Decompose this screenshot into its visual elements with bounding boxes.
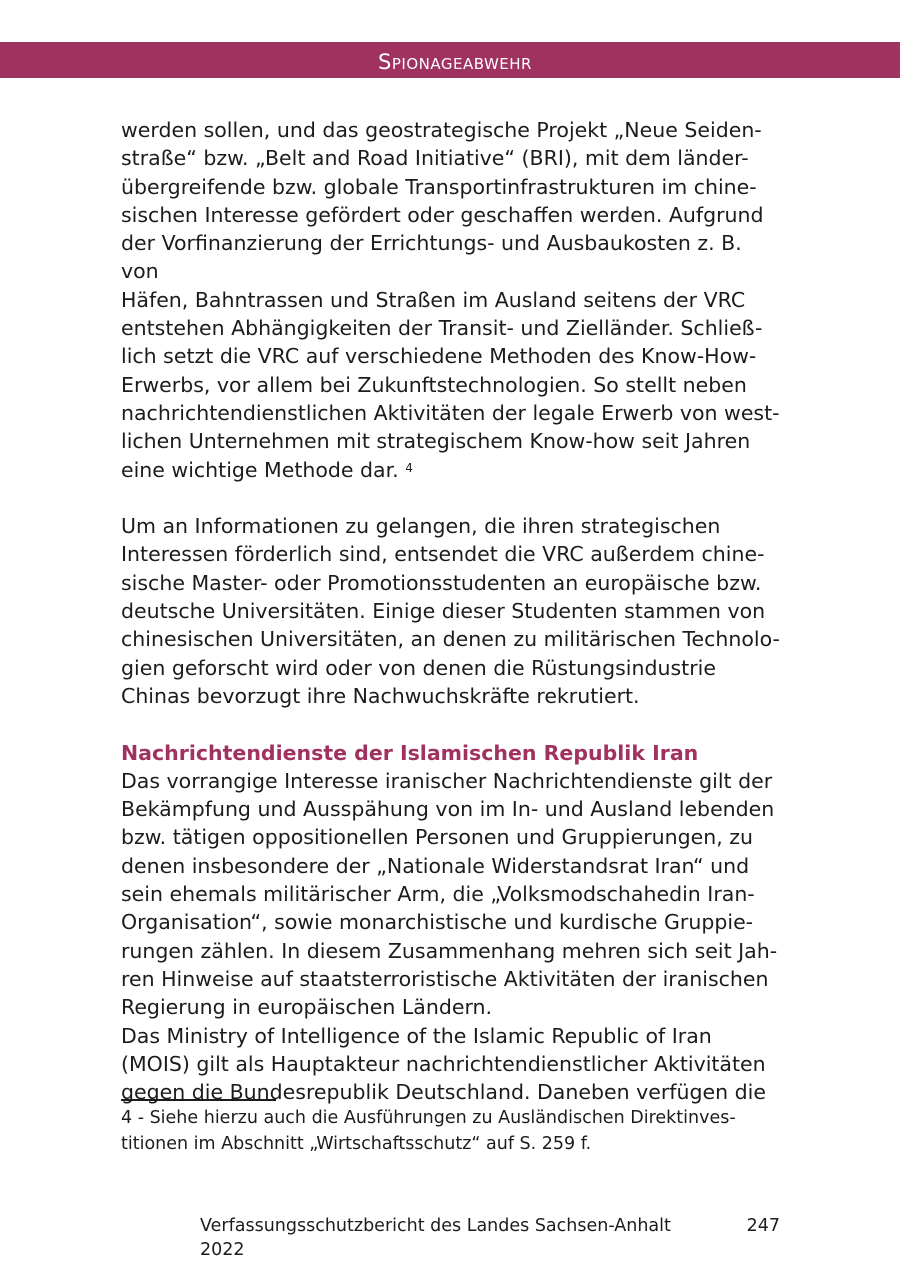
main-content bbox=[121, 116, 781, 1106]
footnote: 4 - Siehe hierzu auch die Ausführungen zu Ausländischen Direktinves- titionen im Abschnitt „Wirtschaftsschutz“ auf S. 259 f. bbox=[121, 1108, 736, 1154]
section-header-bar bbox=[0, 42, 900, 78]
body-paragraph bbox=[121, 116, 781, 484]
section-title: Spionageabwehr bbox=[378, 50, 532, 74]
page-number: 247 bbox=[746, 1216, 780, 1236]
body-paragraph: Um an Informationen zu gelangen, die ihren strategischen Interessen förderlich sind, entsendet die VRC außerdem chine- sische Master- oder Promotionsstudenten an europäische bzw. deutsche Universitäten. Einige dieser Studenten stammen von chinesischen Universitäten, an denen zu militärischen Technolo- gien geforscht wird oder von denen die Rüstungsindustrie Chinas bevorzugt ihre Nachwuchskräfte rekrutiert. bbox=[121, 514, 780, 708]
body-paragraph: Das vorrangige Interesse iranischer Nachrichtendienste gilt der Bekämpfung und Ausspähung von im In- und Ausland lebenden bzw. tätigen oppositionellen Personen und Gruppierungen, zu denen insbesondere der „Nationale Widerstandsrat Iran“ und sein ehemals militärischer Arm, die „Volksmodschahedin Iran- Organisation“, sowie monarchistische und kurdische Gruppie- rungen zählen. In diesem Zusammenhang mehren sich seit Jah- ren Hinweise auf staatsterroristische Aktivitäten der iranischen Regierung in europäischen Ländern. bbox=[121, 768, 778, 1020]
section-heading: Nachrichtendienste der Islamischen Republik Iran bbox=[121, 740, 699, 765]
body-paragraph: Das Ministry of Intelligence of the Islamic Republic of Iran (MOIS) gilt als Hauptakteur nachrichtendienstlicher Aktivitäten gegen die Bundesrepublik Deutschland. Daneben verfügen die bbox=[121, 1023, 766, 1105]
paragraph-text: werden sollen, und das geostrategische Projekt „Neue Seiden- straße“ bzw. „Belt and Road Initiative“ (BRI), mit dem länder- übergreifende bzw. globale Transportinfrastrukturen im chine- sischen Interesse gefördert oder geschaffen werden. Aufgrund der Vorfinanzierung der Errichtungs- und Ausbaukosten z. B. von Häfen, Bahntrassen und Straßen im Ausland seitens der VRC entstehen Abhängigkeiten der Transit- und Zielländer. Schließ- lich setzt die VRC auf verschiedene Methoden des Know-How- Erwerbs, vor allem bei Zukunftstechnologien. So stellt neben nachrichtendienstlichen Aktivitäten der legale Erwerb von west- lichen Unternehmen mit strategischem Know-how seit Jahren eine wichtige Methode dar. bbox=[121, 118, 780, 482]
publication-title: Verfassungsschutzbericht des Landes Sachsen-Anhalt 2022 bbox=[200, 1216, 671, 1260]
page-footer bbox=[200, 1214, 780, 1262]
footnote-reference: 4 bbox=[405, 460, 413, 475]
footnote-divider bbox=[121, 1099, 276, 1101]
